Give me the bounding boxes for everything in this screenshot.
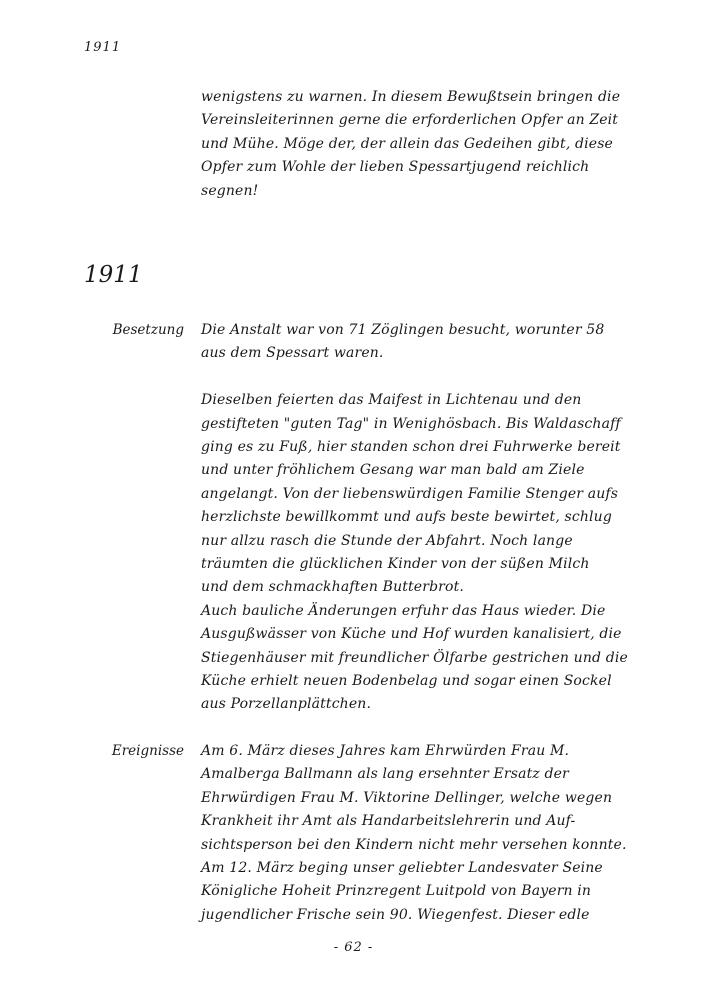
text-line: nur allzu rasch die Stunde der Abfahrt. Noch lange [201,532,573,549]
paragraph [201,319,641,366]
text-line: Am 6. März dieses Jahres kam Ehrwürden Frau M. [201,743,570,759]
text-line: Krankheit ihr Amt als Handarbeitslehrerin und Auf- [201,813,576,830]
paragraph [201,389,641,717]
text-line: Am 12. März beging unser geliebter Landesvater Seine [201,860,603,877]
text-line: wenigstens zu warnen. In diesem Bewußtsein bringen die [201,89,621,105]
text-line: und Mühe. Möge der, der allein das Gedeihen gibt, diese [201,135,613,152]
text-line: segnen! [201,182,259,199]
text-line: aus Porzellanplättchen. [201,696,372,713]
text-line: Königliche Hoheit Prinzregent Luitpold von Bayern in [201,883,592,900]
text-line: Amalberga Ballmann als lang ersehnter Ersatz der [201,766,569,783]
text-line: Opfer zum Wohle der lieben Spessartjugend reichlich [201,159,590,176]
section-body [201,319,641,717]
text-line: Stiegenhäuser mit freundlicher Ölfarbe gestrichen und die [201,649,628,666]
text-line: Küche erhielt neuen Bodenbelag und sogar einen Sockel [201,673,612,690]
paragraph [201,740,641,927]
text-line: Auch bauliche Änderungen erfuhr das Haus wieder. Die [201,602,606,619]
section-body [201,740,641,927]
text-line: Ausgußwässer von Küche und Hof wurden kanalisiert, die [201,626,622,643]
text-line: und dem schmackhaften Butterbrot. [201,579,464,596]
text-line: sichtsperson bei den Kindern nicht mehr versehen konnte. [201,836,627,853]
text-line: träumten die glücklichen Kinder von der süßen Milch [201,556,590,573]
running-head: 1911 [84,40,122,55]
text-line: aus dem Spessart waren. [201,345,384,362]
text-line: jugendlicher Frische sein 90. Wiegenfest. Dieser edle [201,906,590,923]
text-line: Ehrwürdigen Frau M. Viktorine Dellinger, welche wegen [201,789,613,806]
text-line: gestifteten "guten Tag" in Wenighösbach. Bis Waldaschaff [201,415,621,432]
page-number: - 62 - [333,940,374,955]
text-line: Vereinsleiterinnen gerne die erforderlichen Opfer an Zeit [201,112,619,129]
section-label: Ereignisse [111,743,184,759]
section-label: Besetzung [112,322,184,338]
text-line: Dieselben feierten das Maifest in Lichtenau und den [201,392,582,409]
paragraph-gap [201,366,641,389]
text-line: Die Anstalt war von 71 Zöglingen besucht, worunter 58 [201,322,605,338]
text-line: und unter fröhlichem Gesang war man bald am Ziele [201,462,585,479]
text-line: ging es zu Fuß, hier standen schon drei Fuhrwerke bereit [201,439,621,456]
text-line: angelangt. Von der liebenswürdigen Familie Stenger aufs [201,485,619,502]
intro-paragraph [201,86,631,203]
text-line: herzlichste bewillkommt und aufs beste bewirtet, schlug [201,509,612,526]
year-heading: 1911 [84,262,143,288]
